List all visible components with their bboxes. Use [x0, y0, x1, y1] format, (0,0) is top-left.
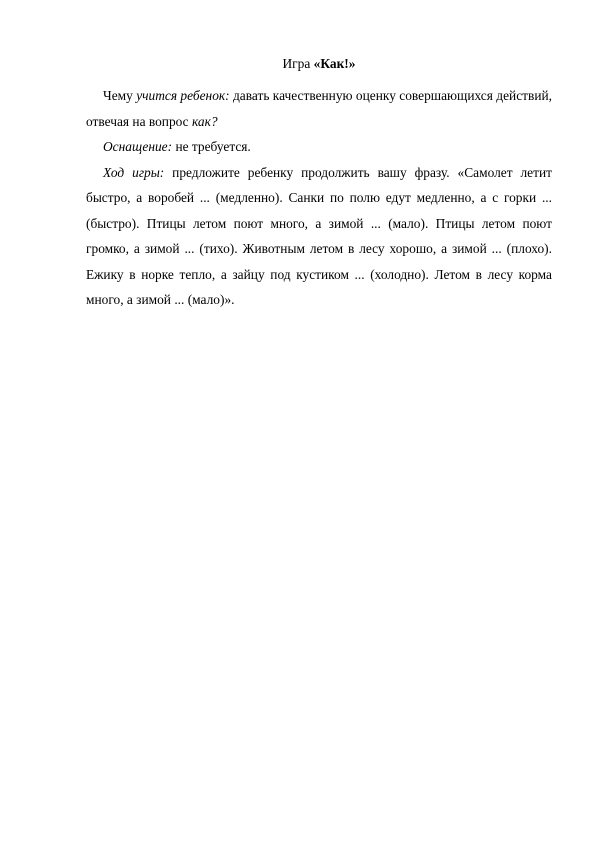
equipment-text: не требуется.	[172, 139, 251, 154]
title-name: «Как!»	[313, 56, 356, 71]
title-prefix: Игра	[282, 56, 314, 71]
learns-label: учится ребенок:	[136, 88, 230, 103]
paragraph-learns	[86, 83, 552, 134]
paragraph-game	[86, 160, 552, 313]
paragraph-equipment	[86, 134, 552, 160]
game-label: Ход игры:	[103, 164, 165, 180]
learns-label-pre: Чему	[103, 88, 137, 103]
document-content	[86, 52, 552, 313]
equipment-label: Оснащение:	[103, 139, 173, 154]
game-title	[86, 52, 552, 75]
learns-text-italic: как?	[191, 113, 218, 129]
game-text: предложите ребенку продолжить вашу фразу. «Самолет летит быстро, а воробей ... (медленно). Санки по полю едут медленно, а с горки ... (быстро). Птицы летом поют много, а зимой ... (мало). Птицы летом поют громко, а зимой ... (тихо). Животным летом в лесу хорошо, а зимой ... (плохо). Ежику в норке тепло, а зайцу под кустиком ... (холодно). Летом в лесу корма много, а зимой ... (мало)».	[86, 164, 552, 307]
learns-text: давать качественную оценку совершающихся действий, отвечая на вопрос	[86, 88, 552, 129]
